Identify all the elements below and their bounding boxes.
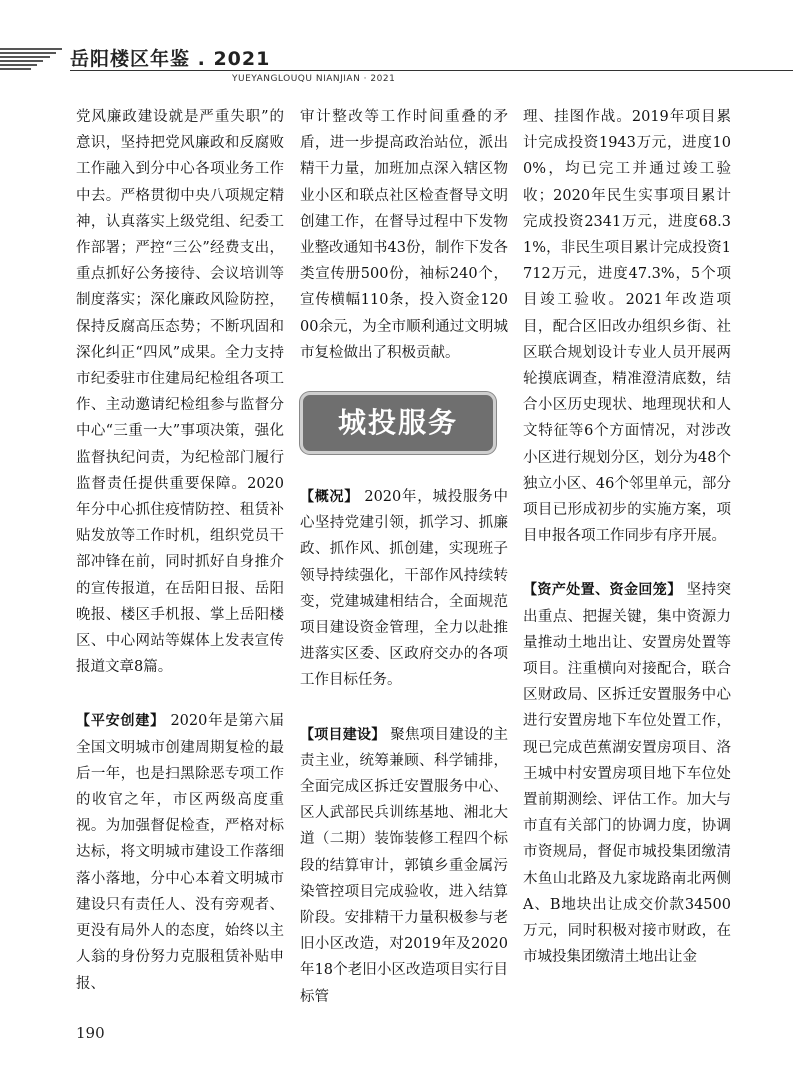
paragraph-project-construction xyxy=(300,722,508,1010)
paragraph-body: 坚持突出重点、把握关键，集中资源力量推动土地出让、安置房处置等项目。注重横向对接配合，联合区财政局、区拆迁安置服务中心进行安置房地下车位处置工作，现已完成芭蕉湖安置房项目、洛王城中村安置房项目地下车位处置前期测绘、评估工作。加大与市直有关部门的协调力度，协调市资规局，督促市城投集团缴清木鱼山北路及九家垅路南北两侧A、B地块出让成交价款34500万元，同时积极对接市财政，在市城投集团缴清土地出让金 xyxy=(523,582,732,966)
header-decoration-lines xyxy=(0,48,62,72)
paragraph: 审计整改等工作时间重叠的矛盾，进一步提高政治站位，派出精干力量，加班加点深入辖区物业小区和联点社区检查督导文明创建工作，在督导过程中下发物业整改通知书43份，制作下发各类宣传册500份，袖标240个，宣传横幅110条，投入资金12000余元，为全市顺利通过文明城市复检做出了积极贡献。 xyxy=(300,109,508,361)
paragraph-safety-creation xyxy=(76,708,284,996)
running-header-subtitle: YUEYANGLOUQU NIANJIAN · 2021 xyxy=(232,74,396,84)
page-number: 190 xyxy=(76,1024,105,1042)
section-tag: 【资产处置、资金回笼】 xyxy=(523,582,682,599)
paragraph: 党风廉政建设就是严重失职”的意识，坚持把党风廉政和反腐败工作融入到分中心各项业务工作中去。严格贯彻中央八项规定精神，认真落实上级党组、纪委工作部署；严控“三公”经费支出，重点抓好公务接待、会议培训等制度落实；深化廉政风险防控，保持反腐高压态势；不断巩固和深化纠正“四风”成果。全力支持市纪委驻市住建局纪检组各项工作、主动邀请纪检组参与监督分中心“三重一大”事项决策，强化监督执纪问责，为纪检部门履行监督责任提供重要保障。2020年分中心抓住疫情防控、租赁补贴发放等工作时机，组织党员干部冲锋在前，同时抓好自身推介的宣传报道，在岳阳日报、岳阳晚报、楼区手机报、掌上岳阳楼区、中心网站等媒体上发表宣传报道文章8篇。 xyxy=(76,109,284,676)
paragraph: 理、挂图作战。2019年项目累计完成投资1943万元，进度100%，均已完工并通过竣工验收；2020年民生实事项目累计完成投资2341万元，进度68.31%，非民生项目累计完成投资1712万元，进度47.3%，5个项目竣工验收。2021年改造项目，配合区旧改办组织乡街、社区联合规划设计专业人员开展两轮摸底调查，精准澄清底数，结合小区历史现状、地理现状和人文特征等6个方面情况，对涉改小区进行规划分区，划分为48个独立小区、46个邻里单元，部分项目已形成初步的实施方案，项目申报各项工作同步有序开展。 xyxy=(523,109,731,545)
text-column-3 xyxy=(523,104,731,971)
paragraph-asset-disposal xyxy=(523,577,731,970)
section-tag: 【概况】 xyxy=(300,489,359,506)
paragraph-body: 聚焦项目建设的主责主业，统筹兼顾、科学铺排，全面完成区拆迁安置服务中心、区人武部民兵训练基地、湘北大道（二期）装饰装修工程四个标段的结算审计，郭镇乡重金属污染管控项目完成验收，进入结算阶段。安排精干力量积极参与老旧小区改造，对2019年及2020年18个老旧小区改造项目实行目标管 xyxy=(300,726,508,1005)
running-header-title: 岳阳楼区年鉴 . 2021 xyxy=(70,48,271,70)
paragraph-body: 2020年是第六届全国文明城市创建周期复检的最后一年，也是扫黑除恶专项工作的收官之年，市区两级高度重视。为加强督促检查，严格对标达标，将文明城市建设工作落细落小落地，分中心本着文明城市建设只有责任人、没有旁观者、更没有局外人的态度，始终以主人翁的身份努力克服租赁补贴申报、 xyxy=(76,713,285,992)
section-banner: 城投服务 xyxy=(300,392,496,454)
header-rule xyxy=(70,70,793,71)
section-tag: 【项目建设】 xyxy=(300,726,386,743)
text-column-1 xyxy=(76,104,284,997)
paragraph-body: 2020年，城投服务中心坚持党建引领，抓学习、抓廉政、抓作风、抓创建，实现班子领导持续强化，干部作风持续转变，党建城建相结合，全面规范项目建设资金管理，全力以赴推进落实区委、区政府交办的各项工作目标任务。 xyxy=(300,489,508,689)
paragraph-overview xyxy=(300,484,508,694)
text-column-2 xyxy=(300,104,508,1010)
section-tag: 【平安创建】 xyxy=(76,713,165,730)
